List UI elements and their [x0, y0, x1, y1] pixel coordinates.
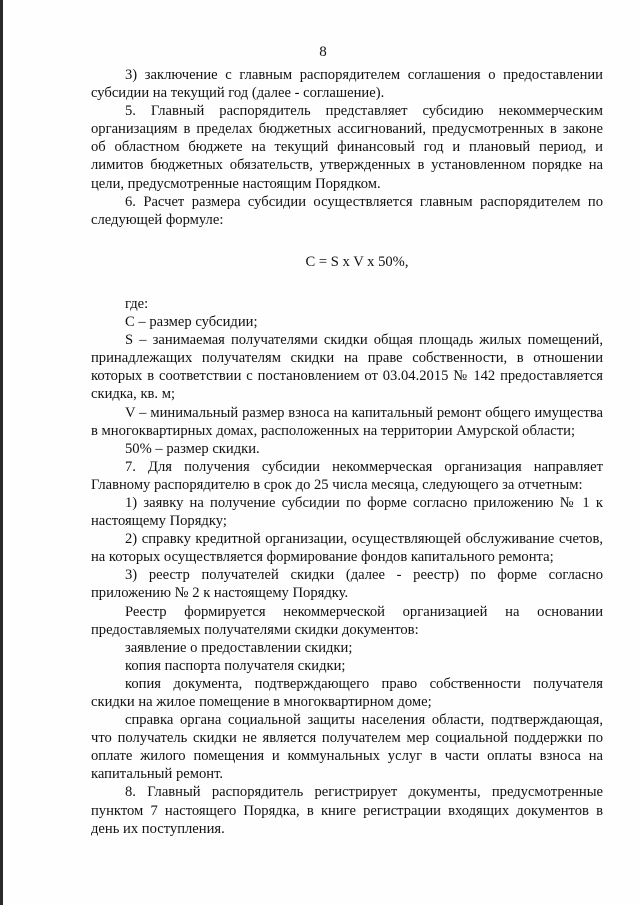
definition-s: S – занимаемая получателями скидки общая площадь жилых помещений, принадлежащих получателям скидки на праве собственности, в отношении которых в соответствии с постановлением от 03.04.2015 № 142 предоставляется скидка, кв. м;: [91, 332, 603, 403]
document-list-item: копия документа, подтверждающего право собственности получателя скидки на жилое помещение в многоквартирном доме;: [91, 675, 603, 710]
paragraph-7: 7. Для получения субсидии некоммерческая организация направляет Главному распорядителю в срок до 25 числа месяца, следующего за отчетным:: [91, 458, 603, 493]
paragraph-7-item-3: 3) реестр получателей скидки (далее - реестр) по форме согласно приложению № 2 к настоящему Порядку.: [91, 567, 603, 602]
document-body: [91, 66, 603, 838]
document-list-item: справка органа социальной защиты населения области, подтверждающая, что получатель скидки не является получателем мер социальной поддержки по оплате жилого помещения и коммунальных услуг в части оплаты взноса на капитальный ремонт.: [91, 712, 603, 783]
paragraph-7-item-1: 1) заявку на получение субсидии по форме согласно приложению № 1 к настоящему Порядку;: [91, 494, 603, 530]
definition-c: С – размер субсидии;: [125, 314, 258, 331]
document-list-item: заявление о предоставлении скидки;: [125, 639, 353, 656]
paragraph-6: 6. Расчет размера субсидии осуществляется главным распорядителем по следующей формуле:: [91, 193, 603, 228]
paragraph-7-item-2: 2) справку кредитной организации, осуществляющей обслуживание счетов, на которых осуществляется формирование фондов капитального ремонта;: [91, 531, 603, 566]
paragraph-item-3: 3) заключение с главным распорядителем соглашения о предоставлении субсидии на текущий год (далее - соглашение).: [91, 67, 603, 102]
paragraph-8: 8. Главный распорядитель регистрирует документы, предусмотренные пунктом 7 настоящего Порядка, в книге регистрации входящих документов в день их поступления.: [91, 784, 603, 837]
document-list-item: копия паспорта получателя скидки;: [125, 657, 346, 674]
subsidy-formula: C = S x V x 50%,: [305, 253, 409, 270]
definition-discount: 50% – размер скидки.: [125, 440, 260, 457]
where-label: где:: [125, 295, 149, 312]
definition-v: V – минимальный размер взноса на капитальный ремонт общего имущества в многоквартирных домах, расположенных на территории Амурской области;: [91, 404, 603, 439]
paragraph-5: 5. Главный распорядитель представляет субсидию некоммерческим организациям в пределах бюджетных ассигнований, предусмотренных в законе об областном бюджете на текущий финансовый год и плановый период, и лимитов бюджетных обязательств, утвержденных в установленном порядке на цели, предусмотренные настоящим Порядком.: [91, 103, 603, 192]
registry-paragraph: Реестр формируется некоммерческой организацией на основании предоставляемых получателями скидки документов:: [91, 603, 603, 638]
page-number: 8: [319, 44, 327, 60]
